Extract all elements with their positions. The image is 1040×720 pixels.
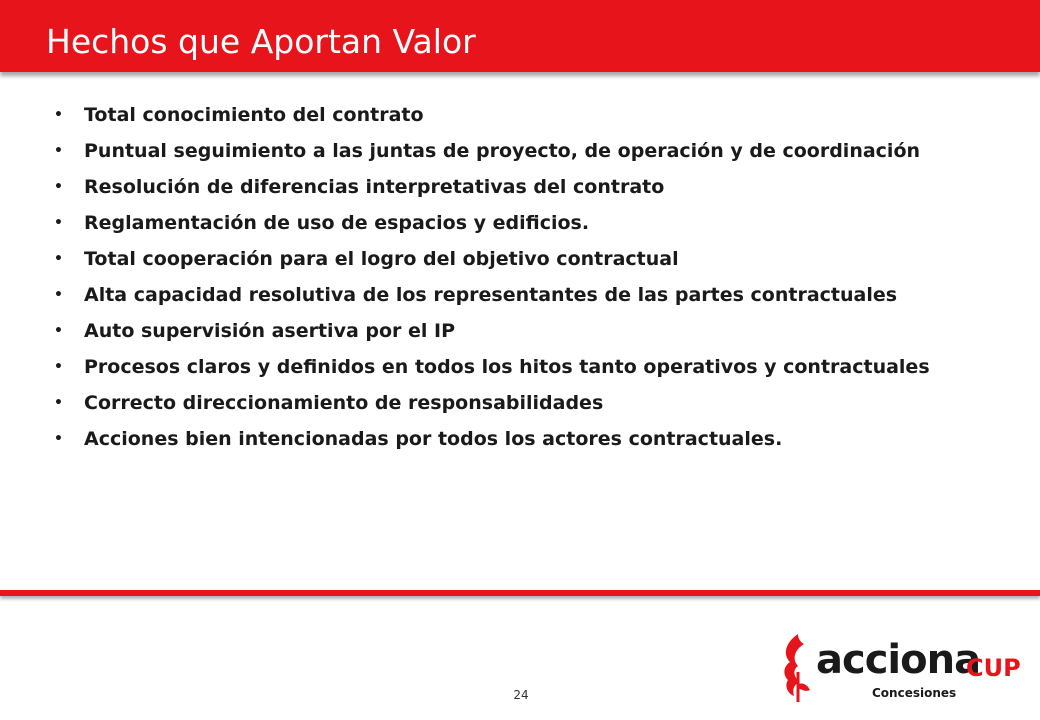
bullet-text: Total cooperación para el logro del objetivo contractual xyxy=(84,248,679,270)
bullet-list xyxy=(54,104,1014,464)
bullet-text: Puntual seguimiento a las juntas de proyecto, de operación y de coordinación xyxy=(84,140,921,162)
bullet-dot-icon: • xyxy=(54,179,63,195)
bullet-text: Auto supervisión asertiva por el IP xyxy=(84,320,456,342)
bullet-item xyxy=(54,176,1014,199)
logo-subtitle: Concesiones xyxy=(872,686,957,700)
bullet-dot-icon: • xyxy=(54,431,63,447)
bullet-dot-icon: • xyxy=(54,251,63,267)
bullet-text: Total conocimiento del contrato xyxy=(84,104,424,126)
bullet-dot-icon: • xyxy=(54,215,63,231)
bullet-item xyxy=(54,140,1014,163)
bottom-divider xyxy=(0,590,1040,596)
bullet-item xyxy=(54,356,1014,379)
bullet-dot-icon: • xyxy=(54,359,63,375)
bullet-dot-icon: • xyxy=(54,395,63,411)
page-number: 24 xyxy=(513,688,529,702)
logo-wordmark: acciona xyxy=(816,637,981,683)
bullet-item xyxy=(54,392,1014,415)
bullet-item xyxy=(54,320,1014,343)
logo-cup-tag: CUP xyxy=(966,654,1021,682)
bullet-text: Reglamentación de uso de espacios y edificios. xyxy=(84,212,590,234)
bullet-dot-icon: • xyxy=(54,107,63,123)
bullet-item xyxy=(54,284,1014,307)
bullet-item xyxy=(54,248,1014,271)
title-bar xyxy=(0,0,1040,72)
bullet-text: Acciones bien intencionadas por todos los actores contractuales. xyxy=(84,428,783,450)
acciona-logo xyxy=(776,630,1036,710)
bullet-dot-icon: • xyxy=(54,323,63,339)
bullet-dot-icon: • xyxy=(54,143,63,159)
bullet-text: Correcto direccionamiento de responsabilidades xyxy=(84,392,604,414)
bullet-item xyxy=(54,212,1014,235)
bullet-text: Resolución de diferencias interpretativas del contrato xyxy=(84,176,665,198)
bullet-text: Alta capacidad resolutiva de los representantes de las partes contractuales xyxy=(84,284,898,306)
bullet-text: Procesos claros y definidos en todos los hitos tanto operativos y contractuales xyxy=(84,356,930,378)
bullet-dot-icon: • xyxy=(54,287,63,303)
bullet-item xyxy=(54,428,1014,451)
slide-title: Hechos que Aportan Valor xyxy=(46,22,476,61)
bullet-item xyxy=(54,104,1014,127)
acciona-leaf-icon xyxy=(780,632,814,704)
